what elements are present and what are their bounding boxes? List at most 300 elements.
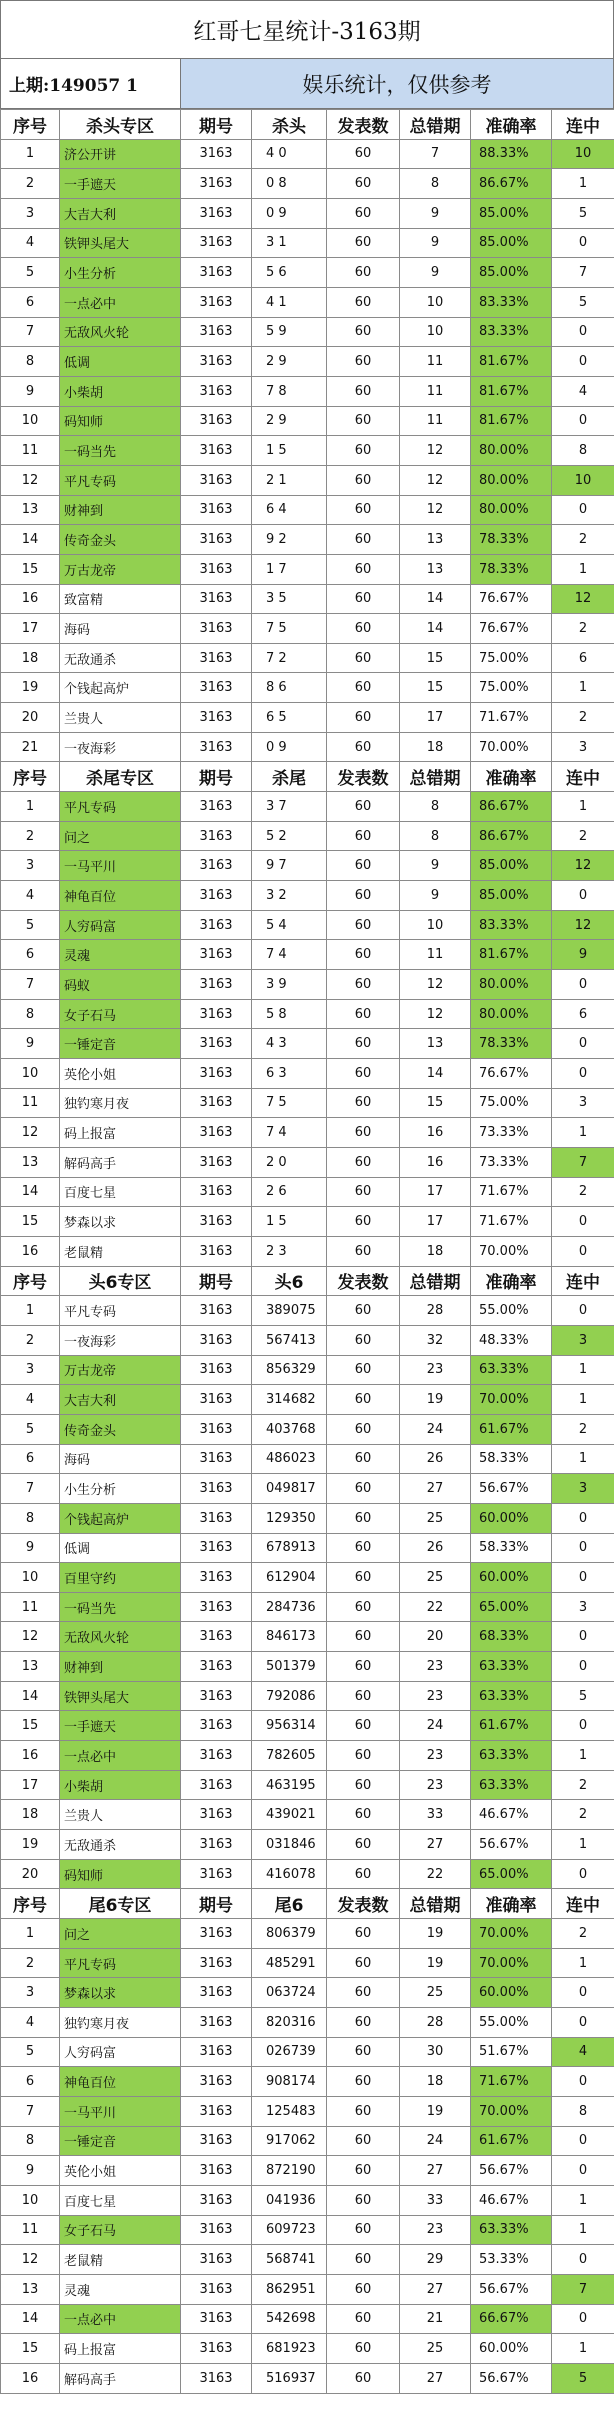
error-count: 12 <box>400 970 471 1000</box>
accuracy-rate: 56.67% <box>471 2156 552 2186</box>
error-count: 17 <box>400 1177 471 1207</box>
row-number: 3 <box>1 1978 60 2008</box>
prediction-value: 0 9 <box>252 732 327 762</box>
prediction-value: 846173 <box>252 1622 327 1652</box>
post-count: 60 <box>327 2037 400 2067</box>
streak-count: 2 <box>552 1414 614 1444</box>
prediction-value: 609723 <box>252 2215 327 2245</box>
post-count: 60 <box>327 1978 400 2008</box>
table-row <box>1 376 614 406</box>
table-row <box>1 732 614 762</box>
header-streak: 连中 <box>552 110 614 140</box>
header-count: 发表数 <box>327 110 400 140</box>
predictor-name: 老鼠精 <box>60 1236 181 1266</box>
error-count: 23 <box>400 1770 471 1800</box>
post-count: 60 <box>327 2245 400 2275</box>
issue-number: 3163 <box>181 821 252 851</box>
error-count: 27 <box>400 2363 471 2393</box>
header-value: 头6 <box>252 1266 327 1296</box>
accuracy-rate: 70.00% <box>471 1948 552 1978</box>
post-count: 60 <box>327 643 400 673</box>
table-row <box>1 1533 614 1563</box>
post-count: 60 <box>327 2363 400 2393</box>
issue-number: 3163 <box>181 169 252 199</box>
table-row <box>1 2245 614 2275</box>
accuracy-rate: 73.33% <box>471 1118 552 1148</box>
streak-count: 3 <box>552 732 614 762</box>
post-count: 60 <box>327 1355 400 1385</box>
table-row <box>1 1563 614 1593</box>
post-count: 60 <box>327 1830 400 1860</box>
predictor-name: 无敌风火轮 <box>60 317 181 347</box>
row-number: 1 <box>1 792 60 822</box>
error-count: 15 <box>400 1088 471 1118</box>
table-row <box>1 2156 614 2186</box>
prediction-value: 872190 <box>252 2156 327 2186</box>
table-row <box>1 584 614 614</box>
error-count: 10 <box>400 317 471 347</box>
prediction-value: 7 5 <box>252 1088 327 1118</box>
predictor-name: 平凡专码 <box>60 465 181 495</box>
accuracy-rate: 61.67% <box>471 1414 552 1444</box>
row-number: 1 <box>1 1296 60 1326</box>
accuracy-rate: 60.00% <box>471 1563 552 1593</box>
error-count: 25 <box>400 1503 471 1533</box>
prediction-value: 6 4 <box>252 495 327 525</box>
section-header-row <box>1 110 614 140</box>
predictor-name: 码上报富 <box>60 2334 181 2364</box>
accuracy-rate: 66.67% <box>471 2304 552 2334</box>
prediction-value: 3 1 <box>252 228 327 258</box>
issue-number: 3163 <box>181 2334 252 2364</box>
prediction-value: 2 9 <box>252 406 327 436</box>
predictor-name: 海码 <box>60 614 181 644</box>
streak-count: 1 <box>552 792 614 822</box>
header-errors: 总错期 <box>400 110 471 140</box>
row-number: 3 <box>1 1355 60 1385</box>
streak-count: 0 <box>552 317 614 347</box>
prediction-value: 049817 <box>252 1474 327 1504</box>
table-row <box>1 1325 614 1355</box>
table-row <box>1 1800 614 1830</box>
accuracy-rate: 56.67% <box>471 2274 552 2304</box>
row-number: 11 <box>1 1592 60 1622</box>
streak-count: 0 <box>552 1622 614 1652</box>
table-row <box>1 2096 614 2126</box>
issue-number: 3163 <box>181 1770 252 1800</box>
accuracy-rate: 46.67% <box>471 1800 552 1830</box>
post-count: 60 <box>327 228 400 258</box>
post-count: 60 <box>327 347 400 377</box>
predictor-name: 灵魂 <box>60 940 181 970</box>
header-accuracy: 准确率 <box>471 1266 552 1296</box>
post-count: 60 <box>327 792 400 822</box>
predictor-name: 无敌通杀 <box>60 1830 181 1860</box>
accuracy-rate: 63.33% <box>471 1741 552 1771</box>
info-row <box>0 58 614 109</box>
accuracy-rate: 63.33% <box>471 1652 552 1682</box>
post-count: 60 <box>327 732 400 762</box>
row-number: 10 <box>1 1563 60 1593</box>
table-row <box>1 614 614 644</box>
table-row <box>1 2185 614 2215</box>
post-count: 60 <box>327 1325 400 1355</box>
accuracy-rate: 83.33% <box>471 317 552 347</box>
accuracy-rate: 85.00% <box>471 228 552 258</box>
table-row <box>1 1355 614 1385</box>
row-number: 8 <box>1 347 60 377</box>
streak-count: 1 <box>552 2185 614 2215</box>
issue-number: 3163 <box>181 851 252 881</box>
issue-number: 3163 <box>181 1474 252 1504</box>
table-row <box>1 258 614 288</box>
streak-count: 0 <box>552 1296 614 1326</box>
row-number: 2 <box>1 169 60 199</box>
row-number: 20 <box>1 703 60 733</box>
issue-number: 3163 <box>181 1652 252 1682</box>
header-no: 序号 <box>1 762 60 792</box>
error-count: 18 <box>400 732 471 762</box>
accuracy-rate: 75.00% <box>471 643 552 673</box>
table-row <box>1 999 614 1029</box>
post-count: 60 <box>327 2334 400 2364</box>
streak-count: 6 <box>552 643 614 673</box>
header-zone: 杀尾专区 <box>60 762 181 792</box>
row-number: 13 <box>1 495 60 525</box>
predictor-name: 解码高手 <box>60 1147 181 1177</box>
error-count: 17 <box>400 703 471 733</box>
header-streak: 连中 <box>552 1266 614 1296</box>
accuracy-rate: 86.67% <box>471 792 552 822</box>
streak-count: 3 <box>552 1088 614 1118</box>
accuracy-rate: 83.33% <box>471 910 552 940</box>
streak-count: 0 <box>552 970 614 1000</box>
predictor-name: 一马平川 <box>60 2096 181 2126</box>
error-count: 23 <box>400 1355 471 1385</box>
prediction-value: 862951 <box>252 2274 327 2304</box>
post-count: 60 <box>327 1474 400 1504</box>
prediction-value: 5 4 <box>252 910 327 940</box>
row-number: 12 <box>1 2245 60 2275</box>
issue-number: 3163 <box>181 1978 252 2008</box>
table-row <box>1 1978 614 2008</box>
streak-count: 0 <box>552 1652 614 1682</box>
row-number: 5 <box>1 910 60 940</box>
streak-count: 0 <box>552 2067 614 2097</box>
issue-number: 3163 <box>181 1118 252 1148</box>
issue-number: 3163 <box>181 465 252 495</box>
predictor-name: 低调 <box>60 1533 181 1563</box>
predictor-name: 一夜海彩 <box>60 1325 181 1355</box>
prediction-value: 1 7 <box>252 554 327 584</box>
table-row <box>1 2304 614 2334</box>
error-count: 11 <box>400 347 471 377</box>
issue-number: 3163 <box>181 1830 252 1860</box>
streak-count: 0 <box>552 1207 614 1237</box>
predictor-name: 解码高手 <box>60 2363 181 2393</box>
predictor-name: 济公开讲 <box>60 139 181 169</box>
table-row <box>1 673 614 703</box>
post-count: 60 <box>327 703 400 733</box>
prediction-value: 0 9 <box>252 198 327 228</box>
streak-count: 0 <box>552 1059 614 1089</box>
issue-number: 3163 <box>181 1741 252 1771</box>
issue-number: 3163 <box>181 2185 252 2215</box>
table-row <box>1 1622 614 1652</box>
predictor-name: 英伦小姐 <box>60 1059 181 1089</box>
row-number: 2 <box>1 821 60 851</box>
table-row <box>1 1652 614 1682</box>
error-count: 22 <box>400 1592 471 1622</box>
prediction-value: 4 1 <box>252 287 327 317</box>
table-row <box>1 1474 614 1504</box>
prediction-value: 8 6 <box>252 673 327 703</box>
post-count: 60 <box>327 2096 400 2126</box>
accuracy-rate: 80.00% <box>471 970 552 1000</box>
table-row <box>1 881 614 911</box>
header-issue: 期号 <box>181 762 252 792</box>
prediction-value: 5 9 <box>252 317 327 347</box>
predictor-name: 小生分析 <box>60 1474 181 1504</box>
streak-count: 0 <box>552 495 614 525</box>
error-count: 18 <box>400 1236 471 1266</box>
predictor-name: 铁钾头尾大 <box>60 1681 181 1711</box>
header-zone: 尾6专区 <box>60 1889 181 1919</box>
streak-count: 0 <box>552 1978 614 2008</box>
issue-number: 3163 <box>181 584 252 614</box>
row-number: 4 <box>1 2008 60 2038</box>
post-count: 60 <box>327 287 400 317</box>
issue-number: 3163 <box>181 1800 252 1830</box>
table-row <box>1 139 614 169</box>
post-count: 60 <box>327 465 400 495</box>
error-count: 27 <box>400 1830 471 1860</box>
prediction-value: 1 5 <box>252 436 327 466</box>
table-row <box>1 851 614 881</box>
accuracy-rate: 78.33% <box>471 525 552 555</box>
post-count: 60 <box>327 2304 400 2334</box>
table-row <box>1 821 614 851</box>
accuracy-rate: 71.67% <box>471 703 552 733</box>
issue-number: 3163 <box>181 732 252 762</box>
streak-count: 1 <box>552 2215 614 2245</box>
error-count: 18 <box>400 2067 471 2097</box>
accuracy-rate: 85.00% <box>471 881 552 911</box>
post-count: 60 <box>327 584 400 614</box>
streak-count: 2 <box>552 1919 614 1949</box>
prediction-value: 063724 <box>252 1978 327 2008</box>
streak-count: 1 <box>552 1118 614 1148</box>
table-row <box>1 910 614 940</box>
post-count: 60 <box>327 673 400 703</box>
streak-count: 12 <box>552 851 614 881</box>
stats-table <box>0 109 614 2394</box>
issue-number: 3163 <box>181 317 252 347</box>
issue-number: 3163 <box>181 1355 252 1385</box>
error-count: 11 <box>400 406 471 436</box>
streak-count: 8 <box>552 436 614 466</box>
table-row <box>1 406 614 436</box>
prediction-value: 314682 <box>252 1385 327 1415</box>
error-count: 24 <box>400 2126 471 2156</box>
streak-count: 0 <box>552 406 614 436</box>
streak-count: 9 <box>552 940 614 970</box>
streak-count: 0 <box>552 1563 614 1593</box>
predictor-name: 梦森以求 <box>60 1978 181 2008</box>
header-count: 发表数 <box>327 1889 400 1919</box>
post-count: 60 <box>327 554 400 584</box>
predictor-name: 兰贵人 <box>60 1800 181 1830</box>
issue-number: 3163 <box>181 525 252 555</box>
streak-count: 5 <box>552 287 614 317</box>
accuracy-rate: 80.00% <box>471 495 552 525</box>
row-number: 9 <box>1 1029 60 1059</box>
row-number: 9 <box>1 2156 60 2186</box>
error-count: 11 <box>400 940 471 970</box>
error-count: 19 <box>400 1385 471 1415</box>
prediction-value: 3 9 <box>252 970 327 1000</box>
post-count: 60 <box>327 1681 400 1711</box>
streak-count: 1 <box>552 1444 614 1474</box>
row-number: 7 <box>1 317 60 347</box>
streak-count: 6 <box>552 999 614 1029</box>
issue-number: 3163 <box>181 2096 252 2126</box>
issue-number: 3163 <box>181 2215 252 2245</box>
prediction-value: 486023 <box>252 1444 327 1474</box>
post-count: 60 <box>327 1711 400 1741</box>
table-row <box>1 2363 614 2393</box>
table-row <box>1 2067 614 2097</box>
error-count: 23 <box>400 1681 471 1711</box>
streak-count: 0 <box>552 881 614 911</box>
row-number: 11 <box>1 2215 60 2245</box>
issue-number: 3163 <box>181 2156 252 2186</box>
error-count: 9 <box>400 851 471 881</box>
row-number: 9 <box>1 1533 60 1563</box>
table-row <box>1 1503 614 1533</box>
predictor-name: 个钱起高炉 <box>60 1503 181 1533</box>
prediction-value: 917062 <box>252 2126 327 2156</box>
streak-count: 3 <box>552 1325 614 1355</box>
header-no: 序号 <box>1 1266 60 1296</box>
issue-number: 3163 <box>181 970 252 1000</box>
predictor-name: 独钓寒月夜 <box>60 2008 181 2038</box>
streak-count: 0 <box>552 1711 614 1741</box>
post-count: 60 <box>327 1592 400 1622</box>
accuracy-rate: 81.67% <box>471 376 552 406</box>
streak-count: 0 <box>552 2126 614 2156</box>
predictor-name: 百度七星 <box>60 2185 181 2215</box>
issue-number: 3163 <box>181 703 252 733</box>
issue-number: 3163 <box>181 406 252 436</box>
row-number: 17 <box>1 1770 60 1800</box>
post-count: 60 <box>327 1741 400 1771</box>
row-number: 15 <box>1 2334 60 2364</box>
prediction-value: 782605 <box>252 1741 327 1771</box>
row-number: 19 <box>1 673 60 703</box>
accuracy-rate: 86.67% <box>471 169 552 199</box>
table-row <box>1 554 614 584</box>
table-row <box>1 1592 614 1622</box>
issue-number: 3163 <box>181 2245 252 2275</box>
predictor-name: 人穷码富 <box>60 910 181 940</box>
issue-number: 3163 <box>181 1177 252 1207</box>
post-count: 60 <box>327 406 400 436</box>
row-number: 16 <box>1 1741 60 1771</box>
table-row <box>1 2334 614 2364</box>
table-row <box>1 1770 614 1800</box>
accuracy-rate: 65.00% <box>471 1592 552 1622</box>
streak-count: 0 <box>552 1859 614 1889</box>
issue-number: 3163 <box>181 1948 252 1978</box>
predictor-name: 女子石马 <box>60 2215 181 2245</box>
accuracy-rate: 65.00% <box>471 1859 552 1889</box>
row-number: 4 <box>1 1385 60 1415</box>
row-number: 10 <box>1 1059 60 1089</box>
issue-number: 3163 <box>181 1414 252 1444</box>
error-count: 13 <box>400 1029 471 1059</box>
error-count: 19 <box>400 1948 471 1978</box>
post-count: 60 <box>327 910 400 940</box>
last-issue-label: 上期:149057 1 <box>1 59 181 108</box>
streak-count: 0 <box>552 2304 614 2334</box>
error-count: 24 <box>400 1414 471 1444</box>
row-number: 7 <box>1 1474 60 1504</box>
streak-count: 4 <box>552 2037 614 2067</box>
predictor-name: 小生分析 <box>60 258 181 288</box>
row-number: 1 <box>1 1919 60 1949</box>
header-accuracy: 准确率 <box>471 110 552 140</box>
table-row <box>1 1118 614 1148</box>
header-no: 序号 <box>1 1889 60 1919</box>
prediction-value: 7 4 <box>252 940 327 970</box>
table-row <box>1 1177 614 1207</box>
issue-number: 3163 <box>181 495 252 525</box>
header-count: 发表数 <box>327 1266 400 1296</box>
predictor-name: 无敌通杀 <box>60 643 181 673</box>
prediction-value: 284736 <box>252 1592 327 1622</box>
error-count: 14 <box>400 1059 471 1089</box>
prediction-value: 3 5 <box>252 584 327 614</box>
streak-count: 12 <box>552 584 614 614</box>
post-count: 60 <box>327 1503 400 1533</box>
post-count: 60 <box>327 198 400 228</box>
row-number: 21 <box>1 732 60 762</box>
table-row <box>1 2008 614 2038</box>
issue-number: 3163 <box>181 792 252 822</box>
error-count: 9 <box>400 198 471 228</box>
row-number: 12 <box>1 1622 60 1652</box>
table-row <box>1 1088 614 1118</box>
section-header-row <box>1 1266 614 1296</box>
table-row <box>1 287 614 317</box>
issue-number: 3163 <box>181 673 252 703</box>
streak-count: 1 <box>552 1741 614 1771</box>
row-number: 10 <box>1 2185 60 2215</box>
header-zone: 杀头专区 <box>60 110 181 140</box>
post-count: 60 <box>327 2008 400 2038</box>
post-count: 60 <box>327 1177 400 1207</box>
issue-number: 3163 <box>181 347 252 377</box>
row-number: 14 <box>1 2304 60 2334</box>
streak-count: 1 <box>552 2334 614 2364</box>
table-row <box>1 970 614 1000</box>
streak-count: 0 <box>552 347 614 377</box>
accuracy-rate: 61.67% <box>471 2126 552 2156</box>
accuracy-rate: 80.00% <box>471 465 552 495</box>
issue-number: 3163 <box>181 1919 252 1949</box>
accuracy-rate: 70.00% <box>471 732 552 762</box>
